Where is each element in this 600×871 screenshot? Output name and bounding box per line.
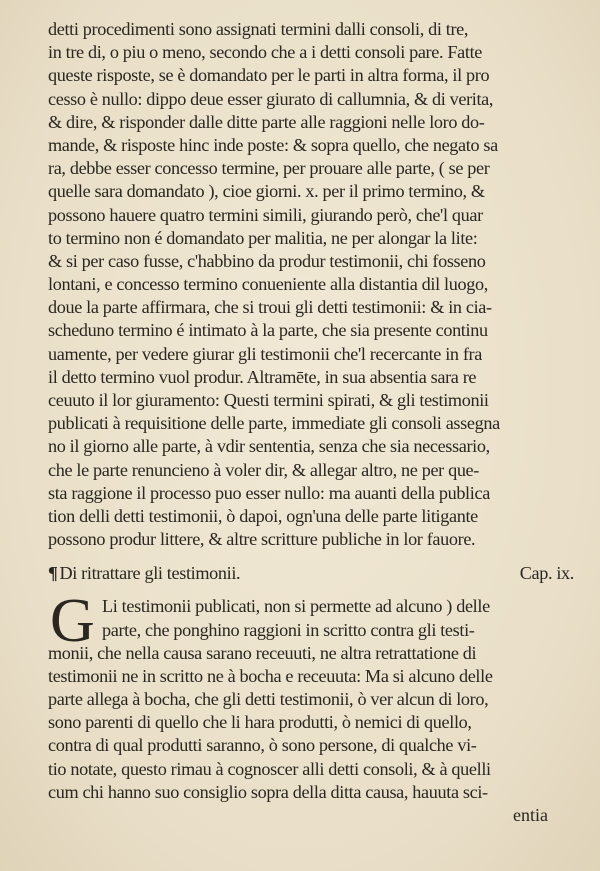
- text-line: cesso è nullo: dippo deue esser giurato di callumnia, & di verita,: [48, 88, 494, 109]
- text-line: ra, debbe esser concesso termine, per prouare alle parte, ( se per: [48, 158, 490, 179]
- paragraph-witnesses-lines: [48, 587, 578, 804]
- chapter-heading: [48, 561, 578, 585]
- pilcrow-icon: ¶: [48, 563, 58, 584]
- text-line: detti procedimenti sono assignati termini dalli consoli, di tre,: [48, 19, 469, 39]
- chapter-number: Cap. ix.: [519, 563, 574, 584]
- text-line: sta raggione il processo puo esser nullo: ma auanti della publica: [48, 482, 490, 503]
- text-line: Li testimonii publicati, non si permette ad alcuno ) delle: [102, 596, 490, 617]
- text-line: il detto termino vuol produr. Altramēte, in sua absentia sara re: [48, 366, 477, 387]
- text-line: publicati à requisitione delle parte, immediate gli consoli assegna: [48, 413, 500, 434]
- text-line: possono hauere quatro termini simili, giurando però, che'l quar: [48, 204, 483, 225]
- text-line: contra di qual produtti saranno, ò sono persone, di qualche vi-: [48, 735, 477, 756]
- text-line: parte allega à bocha, che gli detti testimonii, ò ver alcun di loro,: [48, 689, 489, 710]
- text-line: & si per caso fusse, c'habbino da produr testimonii, chi fosseno: [48, 250, 486, 271]
- text-line: scheduno termino é intimato à la parte, che sia presente continu: [48, 320, 488, 341]
- text-line: parte, che ponghino raggioni in scritto contra gli testi-: [102, 619, 475, 640]
- text-line: sono parenti di quello che li hara produtti, ò nemici di quello,: [48, 712, 472, 733]
- text-line: quelle sara domandato ), cioe giorni. x. per il primo termino, &: [48, 181, 485, 202]
- text-line: queste risposte, se è domandato per le parti in altra forma, il pro: [48, 65, 490, 86]
- text-line: monii, che nella causa sarano receuuti, ne altra retrattatione di: [48, 642, 477, 663]
- text-line: tio notate, questo rimau à cognoscer alli detti consoli, & à quelli: [48, 758, 491, 779]
- text-line: tion delli detti testimonii, ò dapoi, ogn'una delle parte litigante: [48, 505, 478, 526]
- text-line: che le parte renuncieno à voler dir, & allegar altro, ne per que-: [48, 459, 479, 480]
- text-line: no il giorno alle parte, à vdir sententia, senza che sia necessario,: [48, 436, 490, 457]
- heading-title-wrap: [48, 561, 240, 585]
- text-line: uamente, per vedere giurar gli testimonii che'l recercante in fra: [48, 343, 482, 364]
- drop-cap-initial: G: [50, 587, 95, 656]
- chapter-title: Di ritrattare gli testimonii.: [59, 563, 241, 584]
- text-line: mande, & risposte hinc inde poste: & sopra quello, che negato sa: [48, 134, 498, 155]
- catchword: entia: [513, 805, 548, 825]
- text-line: & dire, & risponder dalle ditte parte alle raggioni nelle loro do-: [48, 111, 485, 132]
- text-line: ceuuto il lor giuramento: Questi termini spirati, & gli testimonii: [48, 390, 489, 410]
- text-line: doue la parte affirmara, che si troui gli detti testimonii: & in cia-: [48, 297, 492, 318]
- text-line: to termino non é domandato per malitia, ne per alongar la lite:: [48, 227, 478, 248]
- paragraph-witnesses: [48, 587, 578, 804]
- text-line: lontani, e concesso termino conueniente alla distantia dil luogo,: [48, 274, 488, 295]
- text-line: possono produr littere, & altre scritture publiche in lor fauore.: [48, 529, 476, 550]
- text-line: in tre di, o piu o meno, secondo che a i detti consoli pare. Fatte: [48, 42, 482, 63]
- paragraph-procedure: [48, 18, 578, 551]
- text-line: testimonii ne in scritto ne à bocha e receuuta: Ma si alcuno delle: [48, 665, 493, 686]
- text-line: cum chi hanno suo consiglio sopra della ditta causa, hauuta sci-: [48, 781, 488, 802]
